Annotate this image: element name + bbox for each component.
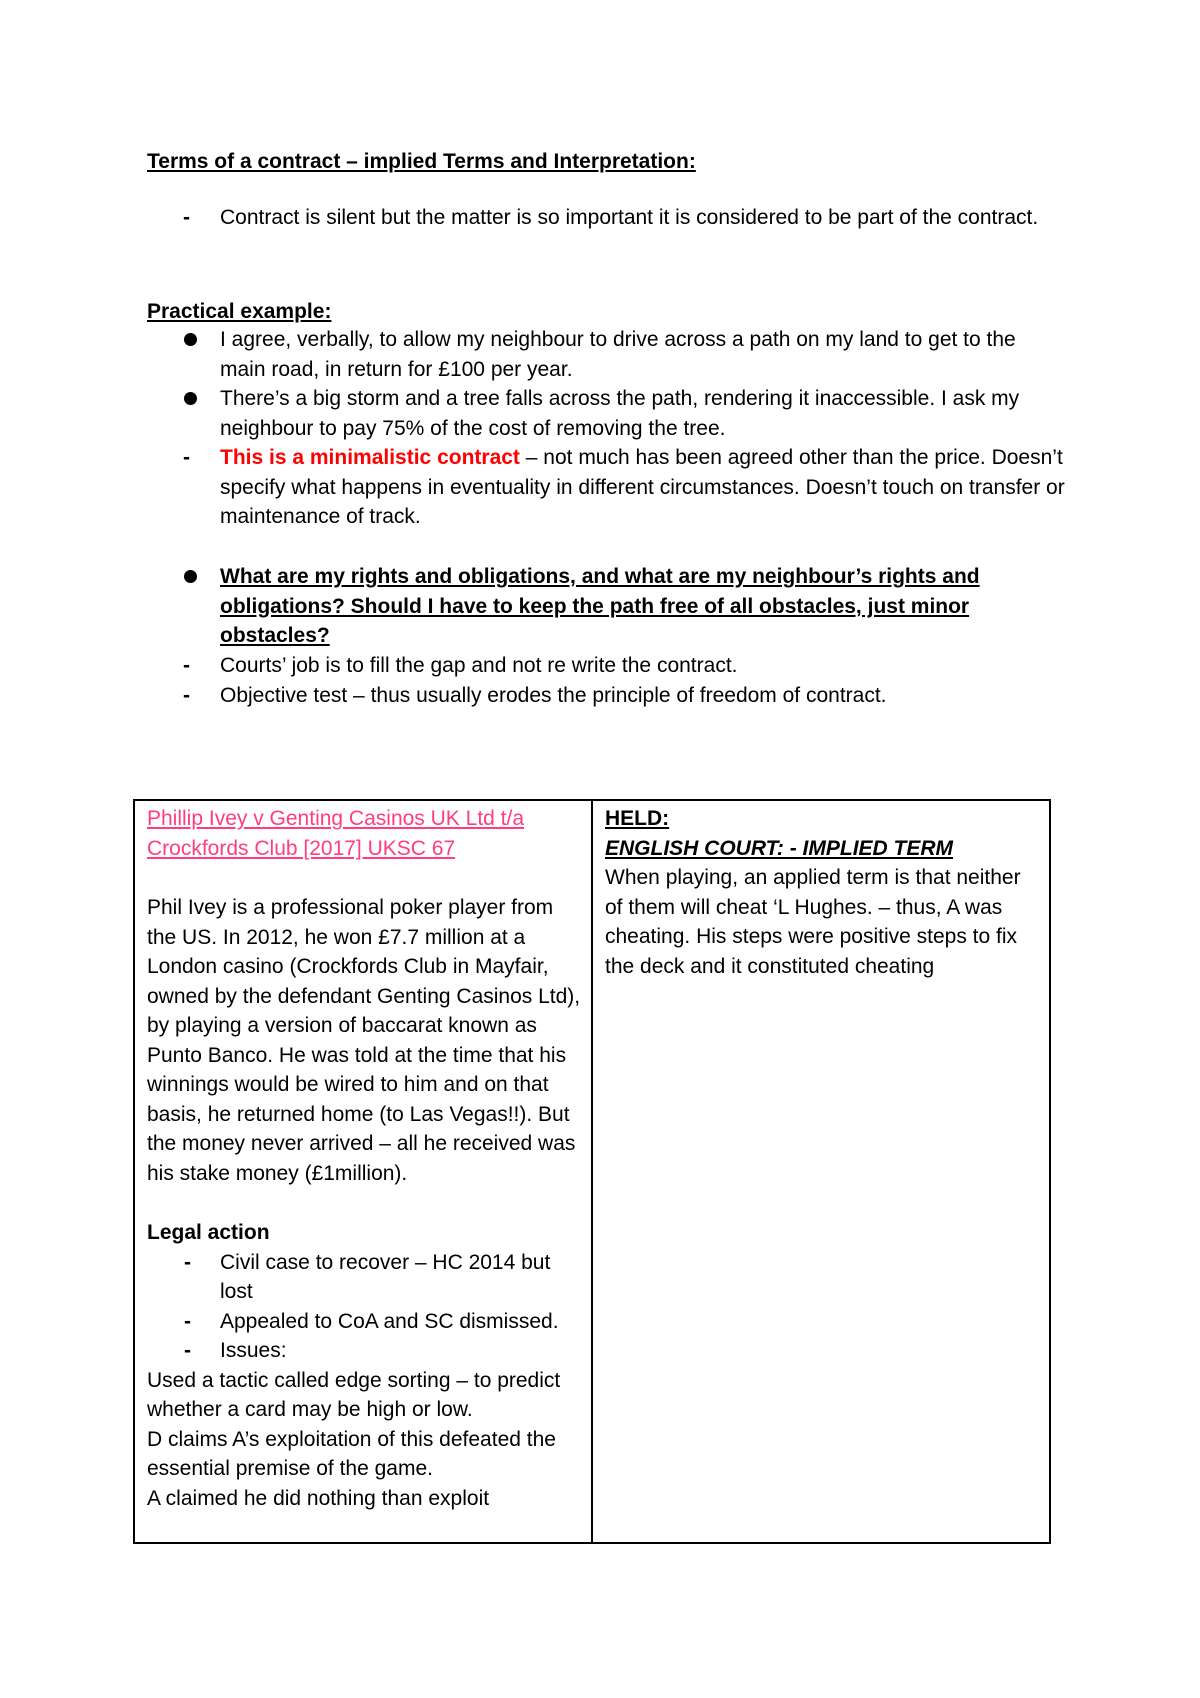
minimalistic-contract-rest: – not much has been agreed other than the price. Doesn’t specify what happens in eventuality in different circumstances. Doesn’t touch on transfer or maintenance of track. xyxy=(220,446,1065,528)
practical-example-heading: Practical example: xyxy=(147,300,332,323)
case-facts: Phil Ivey is a professional poker player from the US. In 2012, he won £7.7 million at a London casino (Crockfords Club in Mayfair, owned by the defendant Genting Casinos Ltd), by playing a version of baccarat known as Punto Banco. He was told at the time that his winnings would be wired to him and on that basis, he returned home (to Las Vegas!!). But the money never arrived – all he received was his stake money (£1million). xyxy=(147,896,581,1185)
intro-point xyxy=(147,203,1067,233)
rights-question-text: What are my rights and obligations, and what are my neighbour’s rights and obligations? Should I have to keep the path free of all obstacles, just minor obstacles? xyxy=(220,565,980,647)
issue-edge-sorting: Used a tactic called edge sorting – to predict whether a card may be high or low. xyxy=(147,1368,561,1421)
list-item: - Issues: xyxy=(147,1336,587,1366)
page-heading: Terms of a contract – implied Terms and Interpretation: xyxy=(147,150,696,173)
dash-marker xyxy=(183,203,203,233)
rights-question-bullet xyxy=(147,562,1067,651)
bullet-icon xyxy=(184,570,197,583)
held-text: When playing, an applied term is that neither of them will cheat ‘L Hughes. – thus, A was cheating. His steps were positive steps to fix the deck and it constituted cheating xyxy=(605,866,1021,978)
held-subheading: ENGLISH COURT: - IMPLIED TERM xyxy=(605,836,954,860)
example-bullet-1-text: I agree, verbally, to allow my neighbour to drive across a path on my land to get to the main road, in return for £100 per year. xyxy=(220,328,1016,381)
minimalistic-contract-point xyxy=(147,443,1067,532)
minimalistic-contract-highlight: This is a minimalistic contract xyxy=(220,446,520,469)
held-heading: HELD: xyxy=(605,807,670,830)
case-facts-cell xyxy=(147,804,587,1513)
bullet-icon xyxy=(184,333,197,346)
courts-job-text: Courts’ job is to fill the gap and not re write the contract. xyxy=(220,654,738,677)
case-table xyxy=(133,799,1051,1544)
minimalistic-contract-text xyxy=(220,443,1067,532)
case-held-cell xyxy=(605,804,1035,981)
column-divider xyxy=(591,801,593,1542)
issue-claimant-claim: A claimed he did nothing than exploit xyxy=(147,1486,490,1510)
dash-marker xyxy=(183,681,203,711)
courts-job-point xyxy=(147,651,1067,681)
dash-marker xyxy=(183,651,203,681)
intro-point-text: Contract is silent but the matter is so important it is considered to be part of the contract. xyxy=(220,206,1039,229)
list-item: - Appealed to CoA and SC dismissed. xyxy=(147,1307,587,1337)
case-title: Phillip Ivey v Genting Casinos UK Ltd t/a Crockfords Club [2017] UKSC 67 xyxy=(147,807,525,860)
legal-action-heading: Legal action xyxy=(147,1221,270,1244)
bullet-icon xyxy=(184,392,197,405)
dash-marker xyxy=(183,443,203,473)
issue-defendant-claim: D claims A’s exploitation of this defeated the essential premise of the game. xyxy=(147,1427,556,1480)
example-bullet-2-text: There’s a big storm and a tree falls across the path, rendering it inaccessible. I ask my neighbour to pay 75% of the cost of removing the tree. xyxy=(220,387,1020,440)
list-item: - Civil case to recover – HC 2014 but lost xyxy=(147,1248,587,1307)
objective-test-point xyxy=(147,681,1067,711)
example-bullet-1 xyxy=(147,325,1067,384)
example-bullet-2 xyxy=(147,384,1067,443)
objective-test-text: Objective test – thus usually erodes the principle of freedom of contract. xyxy=(220,684,887,707)
legal-action-list xyxy=(147,1248,587,1366)
